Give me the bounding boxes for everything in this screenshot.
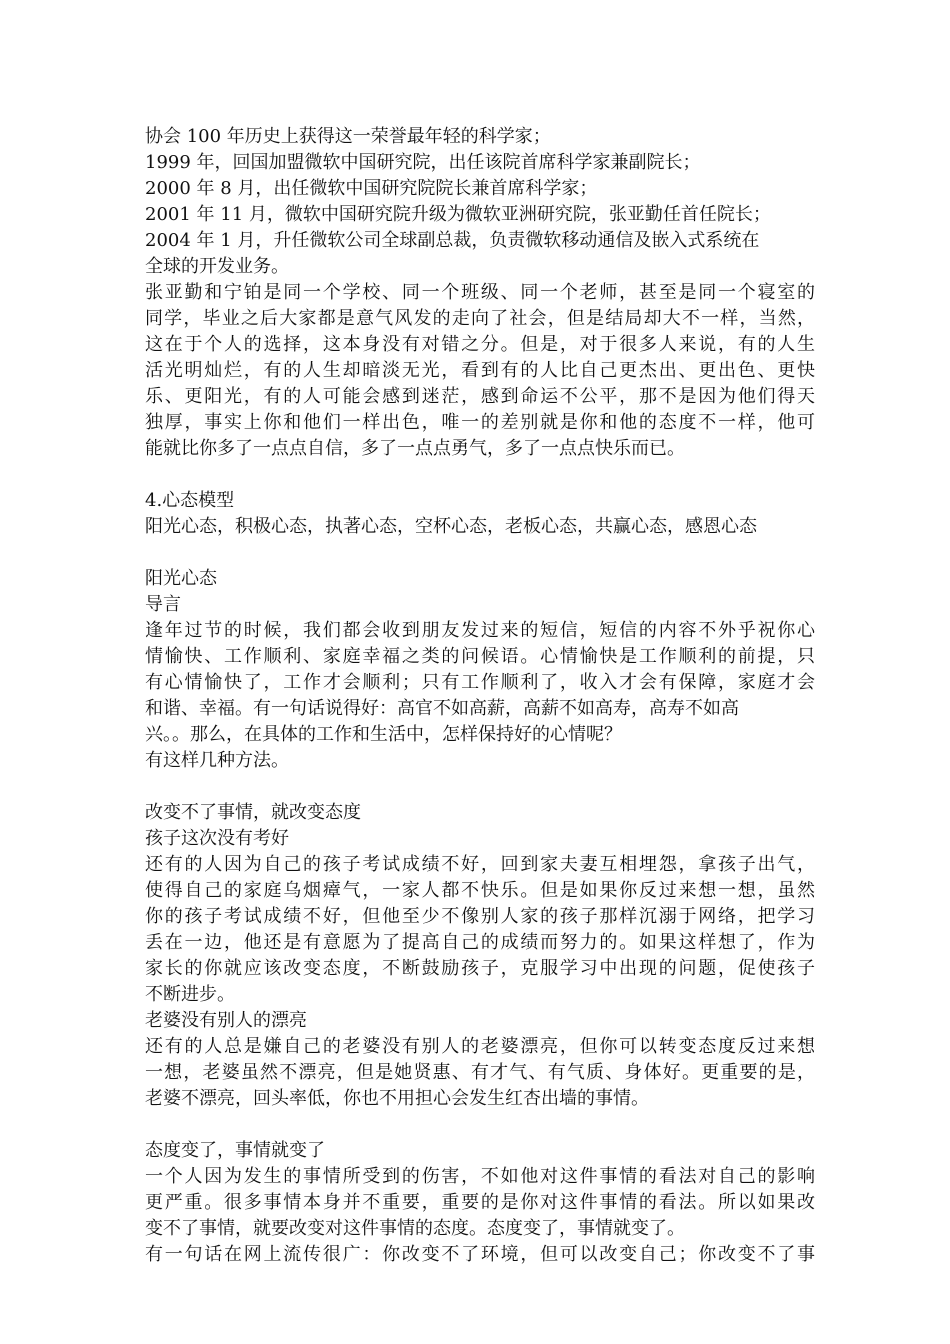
text-line: 和谐、幸福。有一句话说得好：高官不如高薪，高薪不如高寿，高寿不如高: [145, 698, 739, 719]
text-line: 有一句话在网上流传很广：你改变不了环境，但可以改变自己；你改变不了事: [145, 1244, 815, 1265]
section-title: 阳光心态: [145, 568, 217, 589]
text-line: 同学，毕业之后大家都是意气风发的走向了社会，但是结局却大不一样，当然，: [145, 308, 815, 329]
section-heading: 改变不了事情，就改变态度: [145, 802, 361, 823]
sunny-section: [145, 566, 815, 774]
model-section: [145, 488, 815, 540]
text-line: 丢在一边，他还是有意愿为了提高自己的成绩而努力的。如果这样想了，作为: [145, 932, 815, 953]
text-line: 情愉快、工作顺利、家庭幸福之类的问候语。心情愉快是工作顺利的前提，只: [145, 646, 815, 667]
text-line: 兴。。那么，在具体的工作和生活中，怎样保持好的心情呢？: [145, 724, 622, 745]
text-line: 你的孩子考试成绩不好，但他至少不像别人家的孩子那样沉溺于网络，把学习: [145, 906, 815, 927]
text-line: 2001 年 11 月，微软中国研究院升级为微软亚洲研究院，张亚勤任首任院长；: [145, 204, 771, 225]
text-line: 乐、更阳光，有的人可能会感到迷茫，感到命运不公平，那不是因为他们得天: [145, 386, 815, 407]
text-line: 2004 年 1 月，升任微软公司全球副总裁，负责微软移动通信及嵌入式系统在: [145, 230, 760, 251]
text-line: 这在于个人的选择，这本身没有对错之分。但是，对于很多人来说，有的人生: [145, 334, 815, 355]
text-line: 变不了事情，就要改变对这件事情的态度。态度变了，事情就变了。: [145, 1218, 685, 1239]
text-line: 协会 100 年历史上获得这一荣誉最年轻的科学家；: [145, 126, 551, 147]
text-line: 家长的你就应该改变态度，不断鼓励孩子，克服学习中出现的问题，促使孩子: [145, 958, 815, 979]
story-paragraph: [145, 280, 815, 462]
blank-line: [145, 774, 815, 800]
text-line: 1999 年，回国加盟微软中国研究院，出任该院首席科学家兼副院长；: [145, 152, 701, 173]
text-line: 张亚勤和宁铂是同一个学校、同一个班级、同一个老师，甚至是同一个寝室的: [145, 282, 815, 303]
text-line: 活光明灿烂，有的人生却暗淡无光，看到有的人比自己更杰出、更出色、更快: [145, 360, 815, 381]
text-line: 独厚，事实上你和他们一样出色，唯一的差别就是你和他的态度不一样，他可: [145, 412, 815, 433]
text-line: 老婆不漂亮，回头率低，你也不用担心会发生红杏出墙的事情。: [145, 1088, 649, 1109]
text-line: 2000 年 8 月，出任微软中国研究院院长兼首席科学家；: [145, 178, 598, 199]
text-line: 还有的人总是嫌自己的老婆没有别人的老婆漂亮，但你可以转变态度反过来想: [145, 1036, 815, 1057]
attitude-changes-section: [145, 1138, 815, 1268]
text-line: 不断进步。: [145, 984, 235, 1005]
resume-tail: [145, 124, 815, 280]
text-line: 更严重。很多事情本身并不重要，重要的是你对这件事情的看法。所以如果改: [145, 1192, 815, 1213]
text-line: 有心情愉快了，工作才会顺利；只有工作顺利了，收入才会有保障，家庭才会: [145, 672, 815, 693]
blank-line: [145, 540, 815, 566]
section-heading: 态度变了，事情就变了: [145, 1140, 325, 1161]
blank-line: [145, 1112, 815, 1138]
model-list: 阳光心态，积极心态，执著心态，空杯心态，老板心态，共赢心态，感恩心态: [145, 516, 757, 537]
case-title: 老婆没有别人的漂亮: [145, 1010, 307, 1031]
case-title: 孩子这次没有考好: [145, 828, 289, 849]
intro-label: 导言: [145, 594, 181, 615]
text-line: 还有的人因为自己的孩子考试成绩不好，回到家夫妻互相埋怨，拿孩子出气，: [145, 854, 815, 875]
text-line: 一想，老婆虽然不漂亮，但是她贤惠、有才气、有气质、身体好。更重要的是，: [145, 1062, 815, 1083]
text-line: 全球的开发业务。: [145, 256, 289, 277]
change-attitude-section: [145, 800, 815, 1112]
blank-line: [145, 462, 815, 488]
text-line: 使得自己的家庭乌烟瘴气，一家人都不快乐。但是如果你反过来想一想，虽然: [145, 880, 815, 901]
section-heading: 4.心态模型: [145, 490, 235, 511]
text-line: 有这样几种方法。: [145, 750, 289, 771]
document-page: [145, 124, 815, 1268]
text-line: 能就比你多了一点点自信，多了一点点勇气，多了一点点快乐而已。: [145, 438, 685, 459]
text-line: 逢年过节的时候，我们都会收到朋友发过来的短信，短信的内容不外乎祝你心: [145, 620, 815, 641]
text-line: 一个人因为发生的事情所受到的伤害，不如他对这件事情的看法对自己的影响: [145, 1166, 815, 1187]
